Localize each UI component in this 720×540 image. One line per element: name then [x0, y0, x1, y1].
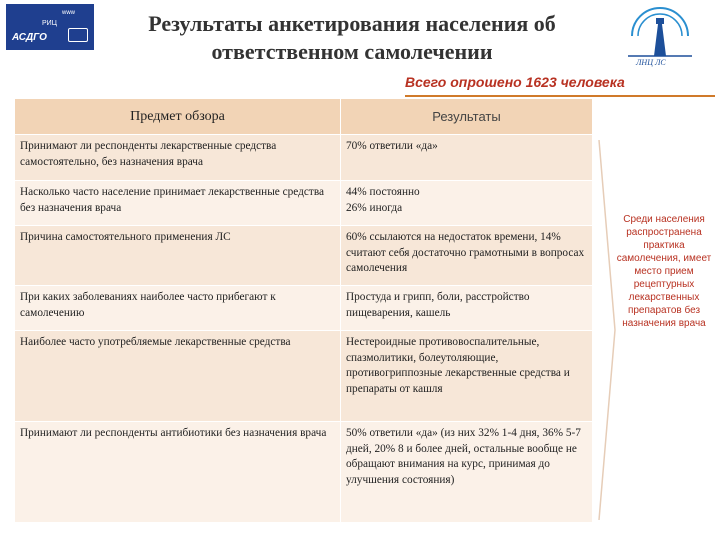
logo-small-text: РИЦ: [42, 20, 57, 27]
logo-right: [614, 6, 706, 74]
cell-subject: При каких заболеваниях наиболее часто прибегают к самолечению: [15, 286, 341, 331]
cell-result: 70% ответили «да»: [341, 135, 593, 181]
cell-subject: Принимают ли респонденты лекарственные средства самостоятельно, без назначения врача: [15, 135, 341, 181]
cell-subject: Наиболее часто употребляемые лекарственные средства: [15, 331, 341, 422]
logo-right-label: ЛНЦ ЛС: [636, 58, 666, 67]
table-row: [15, 135, 593, 181]
logo-left: [6, 4, 94, 50]
table-row: [15, 286, 593, 331]
side-note: Среди населения распространена практика самолечения, имеет место прием рецептурных лекарственных препаратов без назначения врача: [616, 214, 712, 329]
header-subject: Предмет обзора: [15, 99, 341, 135]
table-row: [15, 226, 593, 286]
table-row: [15, 422, 593, 523]
cell-result: Нестероидные противовоспалительные, спазмолитики, болеутоляющие, противогриппозные лекарственные средства и препараты от кашля: [341, 331, 593, 422]
table-row: [15, 331, 593, 422]
cell-result: 60% ссылаются на недостаток времени, 14% считают себя достаточно грамотными в вопросах самолечения: [341, 226, 593, 286]
logo-brand-text: АСДГО: [12, 32, 47, 43]
table-header-row: [15, 99, 593, 135]
cell-result: Простуда и грипп, боли, расстройство пищеварения, кашель: [341, 286, 593, 331]
divider: [405, 95, 715, 97]
logo-tiny-text: www: [62, 10, 75, 16]
cell-subject: Насколько часто население принимает лекарственные средства без назначения врача: [15, 181, 341, 226]
cell-subject: Причина самостоятельного применения ЛС: [15, 226, 341, 286]
header-results: Результаты: [341, 99, 593, 135]
chevron-right-icon: [597, 140, 617, 520]
table-row: [15, 181, 593, 226]
cell-subject: Принимают ли респонденты антибиотики без назначения врача: [15, 422, 341, 523]
cell-result: 50% ответили «да» (из них 32% 1-4 дня, 36% 5-7 дней, 20% 8 и более дней, остальные вообще не обращают внимания на курс, принимая до улучшения состояния): [341, 422, 593, 523]
survey-table: [14, 98, 593, 523]
cell-result: 44% постоянно 26% иногда: [341, 181, 593, 226]
car-icon: [68, 28, 88, 42]
page-title: Результаты анкетирования населения об ответственном самолечении: [148, 11, 556, 64]
total-respondents: Всего опрошено 1623 человека: [405, 74, 625, 90]
